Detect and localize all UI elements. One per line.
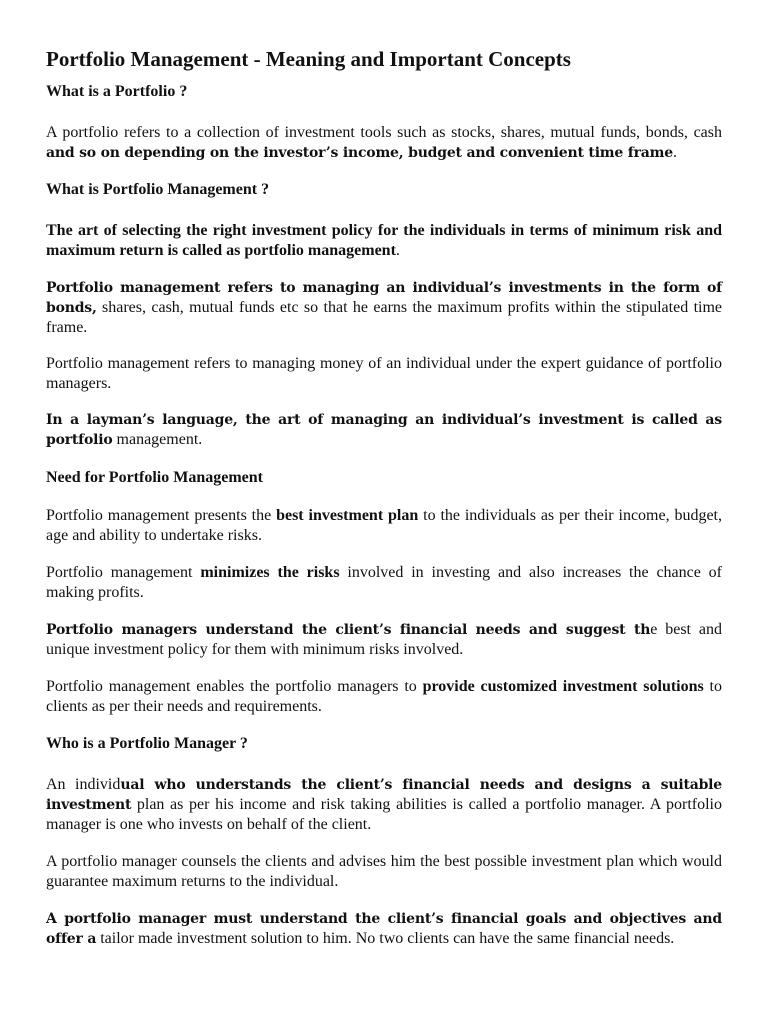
paragraph-need-minimize-risks: Portfolio management minimizes the risks involved in investing and also increases the chance of making profits.: [46, 564, 723, 601]
document-page: [46, 46, 722, 949]
paragraph-need-customized: Portfolio management enables the portfolio managers to provide customized investment solutions to clients as per their needs and requirements.: [46, 678, 722, 715]
paragraph-need-understand-needs: Portfolio managers understand the client’s financial needs and suggest the best and unique investment policy for them with minimum risks involved.: [46, 621, 722, 658]
paragraph-pm-layman: In a layman’s language, the art of managing an individual’s investment is called as portfolio management.: [46, 412, 722, 448]
heading-need-for-pm: Need for Portfolio Management: [46, 469, 263, 486]
paragraph-need-best-plan: Portfolio management presents the best investment plan to the individuals as per their income, budget, age and ability to undertake risks.: [46, 507, 723, 544]
paragraph-manager-definition: An individual who understands the client’s financial needs and designs a suitable investment plan as per his income and risk taking abilities is called a portfolio manager. A portfolio manager is one who invests on behalf of the client.: [46, 776, 723, 833]
heading-what-is-portfolio: What is a Portfolio ?: [46, 83, 188, 100]
paragraph-pm-investments: Portfolio management refers to managing an individual’s investments in the form of bonds, shares, cash, mutual funds etc so that he earns the maximum profits within the stipulated time frame.: [46, 280, 722, 336]
paragraph-manager-goals: A portfolio manager must understand the client’s financial goals and objectives and offer a tailor made investment solution to him. No two clients can have the same financial needs.: [46, 911, 722, 947]
paragraph-pm-money: Portfolio management refers to managing money of an individual under the expert guidance of portfolio managers.: [46, 355, 722, 392]
paragraph-manager-counsels: A portfolio manager counsels the clients and advises him the best possible investment plan which would guarantee maximum returns to the individual.: [46, 853, 722, 890]
paragraph-portfolio-definition: A portfolio refers to a collection of investment tools such as stocks, shares, mutual funds, bonds, cash and so on depending on the investor’s income, budget and convenient time frame.: [46, 124, 722, 161]
heading-what-is-portfolio-management: What is Portfolio Management ?: [46, 181, 270, 198]
page-title: Portfolio Management - Meaning and Important Concepts: [46, 47, 571, 71]
heading-who-is-manager: Who is a Portfolio Manager ?: [46, 735, 248, 752]
paragraph-pm-art: The art of selecting the right investment policy for the individuals in terms of minimum risk and maximum return is called as portfolio management.: [46, 222, 722, 259]
